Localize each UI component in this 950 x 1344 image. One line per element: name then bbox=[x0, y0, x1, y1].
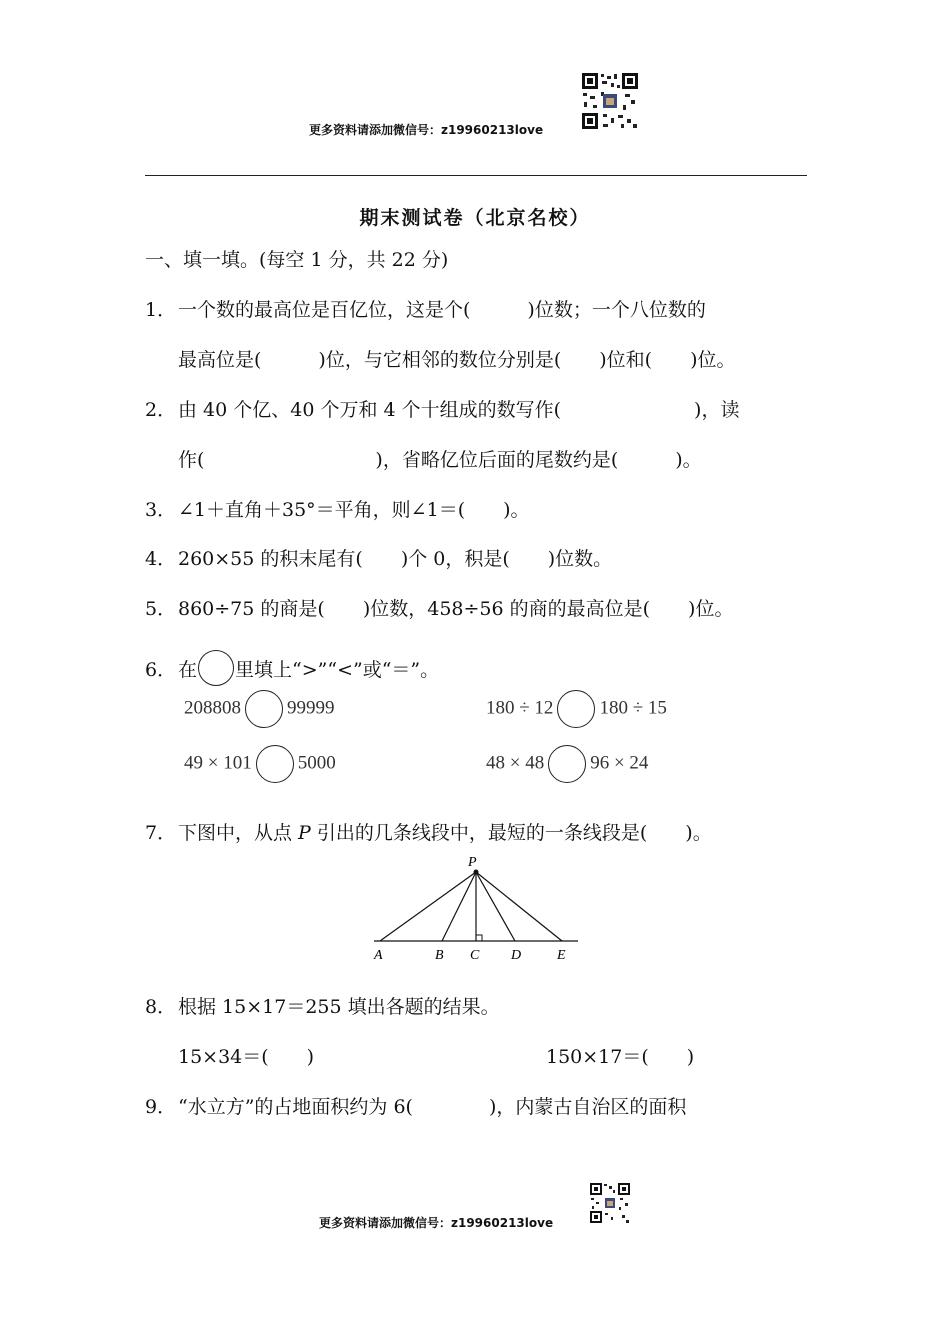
question-2-line-2: 作( )，省略亿位后面的尾数约是( )。 bbox=[178, 449, 702, 471]
comparison-right: 180 ÷ 15 bbox=[599, 697, 667, 719]
comparison-answer-circle[interactable] bbox=[548, 745, 586, 783]
comparison-left: 48 × 48 bbox=[486, 752, 545, 774]
question-text-pre: 下图中，从点 bbox=[178, 822, 299, 844]
question-text: “水立方”的占地面积约为 6( )，内蒙古自治区的面积 bbox=[178, 1096, 687, 1118]
qr-code-icon bbox=[581, 72, 639, 130]
label-b: B bbox=[435, 948, 444, 963]
comparison-circle-icon bbox=[198, 650, 234, 686]
question-9 bbox=[145, 1095, 686, 1119]
question-text: ∠1＋直角＋35°＝平角，则∠1＝( )。 bbox=[178, 499, 530, 521]
segment-pd bbox=[476, 872, 515, 941]
question-8-part-a: 15×34＝( ) bbox=[178, 1046, 315, 1068]
question-number: 6． bbox=[145, 659, 177, 681]
comparison-item bbox=[486, 745, 648, 783]
comparison-right: 96 × 24 bbox=[590, 752, 649, 774]
point-p bbox=[474, 870, 479, 875]
footer-contact: 更多资料请添加微信号：z19960213love bbox=[319, 1216, 554, 1230]
label-c: C bbox=[470, 948, 480, 963]
comparison-item bbox=[184, 690, 335, 728]
question-number: 8． bbox=[145, 996, 177, 1018]
question-text: 由 40 个亿、40 个万和 4 个十组成的数写作( )，读 bbox=[178, 399, 740, 421]
question-8 bbox=[145, 995, 500, 1019]
question-number: 2． bbox=[145, 399, 177, 421]
question-1-line-1 bbox=[145, 298, 706, 322]
comparison-answer-circle[interactable] bbox=[557, 690, 595, 728]
question-8-part-b: 150×17＝( ) bbox=[546, 1046, 695, 1068]
question-3 bbox=[145, 498, 530, 522]
label-p: P bbox=[468, 855, 477, 870]
question-number: 3． bbox=[145, 499, 177, 521]
question-text: 860÷75 的商是( )位数，458÷56 的商的最高位是( )位。 bbox=[178, 598, 734, 620]
comparison-item bbox=[184, 745, 336, 783]
segment-pb bbox=[442, 872, 476, 941]
header-rule bbox=[145, 175, 807, 176]
segment-pa bbox=[380, 872, 476, 941]
comparison-answer-circle[interactable] bbox=[245, 690, 283, 728]
header-contact: 更多资料请添加微信号：z19960213love bbox=[309, 123, 544, 137]
segment-pe bbox=[476, 872, 562, 941]
question-text: 根据 15×17＝255 填出各题的结果。 bbox=[178, 996, 500, 1018]
question-2-line-1 bbox=[145, 398, 739, 422]
page-title: 期末测试卷（北京名校） bbox=[359, 207, 591, 229]
comparison-item bbox=[486, 690, 667, 728]
point-label: P bbox=[298, 822, 311, 844]
comparison-left: 208808 bbox=[184, 697, 241, 719]
right-angle-mark bbox=[476, 935, 482, 941]
comparison-left: 180 ÷ 12 bbox=[486, 697, 554, 719]
question-text: 260×55 的积末尾有( )个 0，积是( )位数。 bbox=[178, 548, 613, 570]
label-d: D bbox=[511, 948, 522, 963]
question-number: 4． bbox=[145, 548, 177, 570]
geometry-diagram bbox=[360, 852, 590, 964]
comparison-left: 49 × 101 bbox=[184, 752, 252, 774]
question-6 bbox=[145, 650, 439, 686]
comparison-right: 99999 bbox=[287, 697, 335, 719]
section-heading: 一、填一填。(每空 1 分，共 22 分) bbox=[145, 249, 449, 271]
question-7 bbox=[145, 821, 712, 845]
question-number: 7． bbox=[145, 822, 177, 844]
question-text: 一个数的最高位是百亿位，这是个( )位数；一个八位数的 bbox=[178, 299, 706, 321]
comparison-right: 5000 bbox=[297, 752, 336, 774]
question-1-line-2: 最高位是( )位，与它相邻的数位分别是( )位和( )位。 bbox=[178, 349, 736, 371]
question-number: 9． bbox=[145, 1096, 177, 1118]
label-e: E bbox=[557, 948, 566, 963]
qr-code-icon bbox=[589, 1182, 631, 1224]
question-number: 5． bbox=[145, 598, 177, 620]
question-4 bbox=[145, 547, 612, 571]
question-text-post: 里填上“>”“<”或“＝”。 bbox=[235, 659, 440, 681]
comparison-answer-circle[interactable] bbox=[256, 745, 294, 783]
question-text-post: 引出的几条线段中，最短的一条线段是( )。 bbox=[310, 822, 712, 844]
question-text-pre: 在 bbox=[178, 659, 198, 681]
label-a: A bbox=[374, 948, 383, 963]
question-number: 1． bbox=[145, 299, 177, 321]
question-5 bbox=[145, 597, 733, 621]
